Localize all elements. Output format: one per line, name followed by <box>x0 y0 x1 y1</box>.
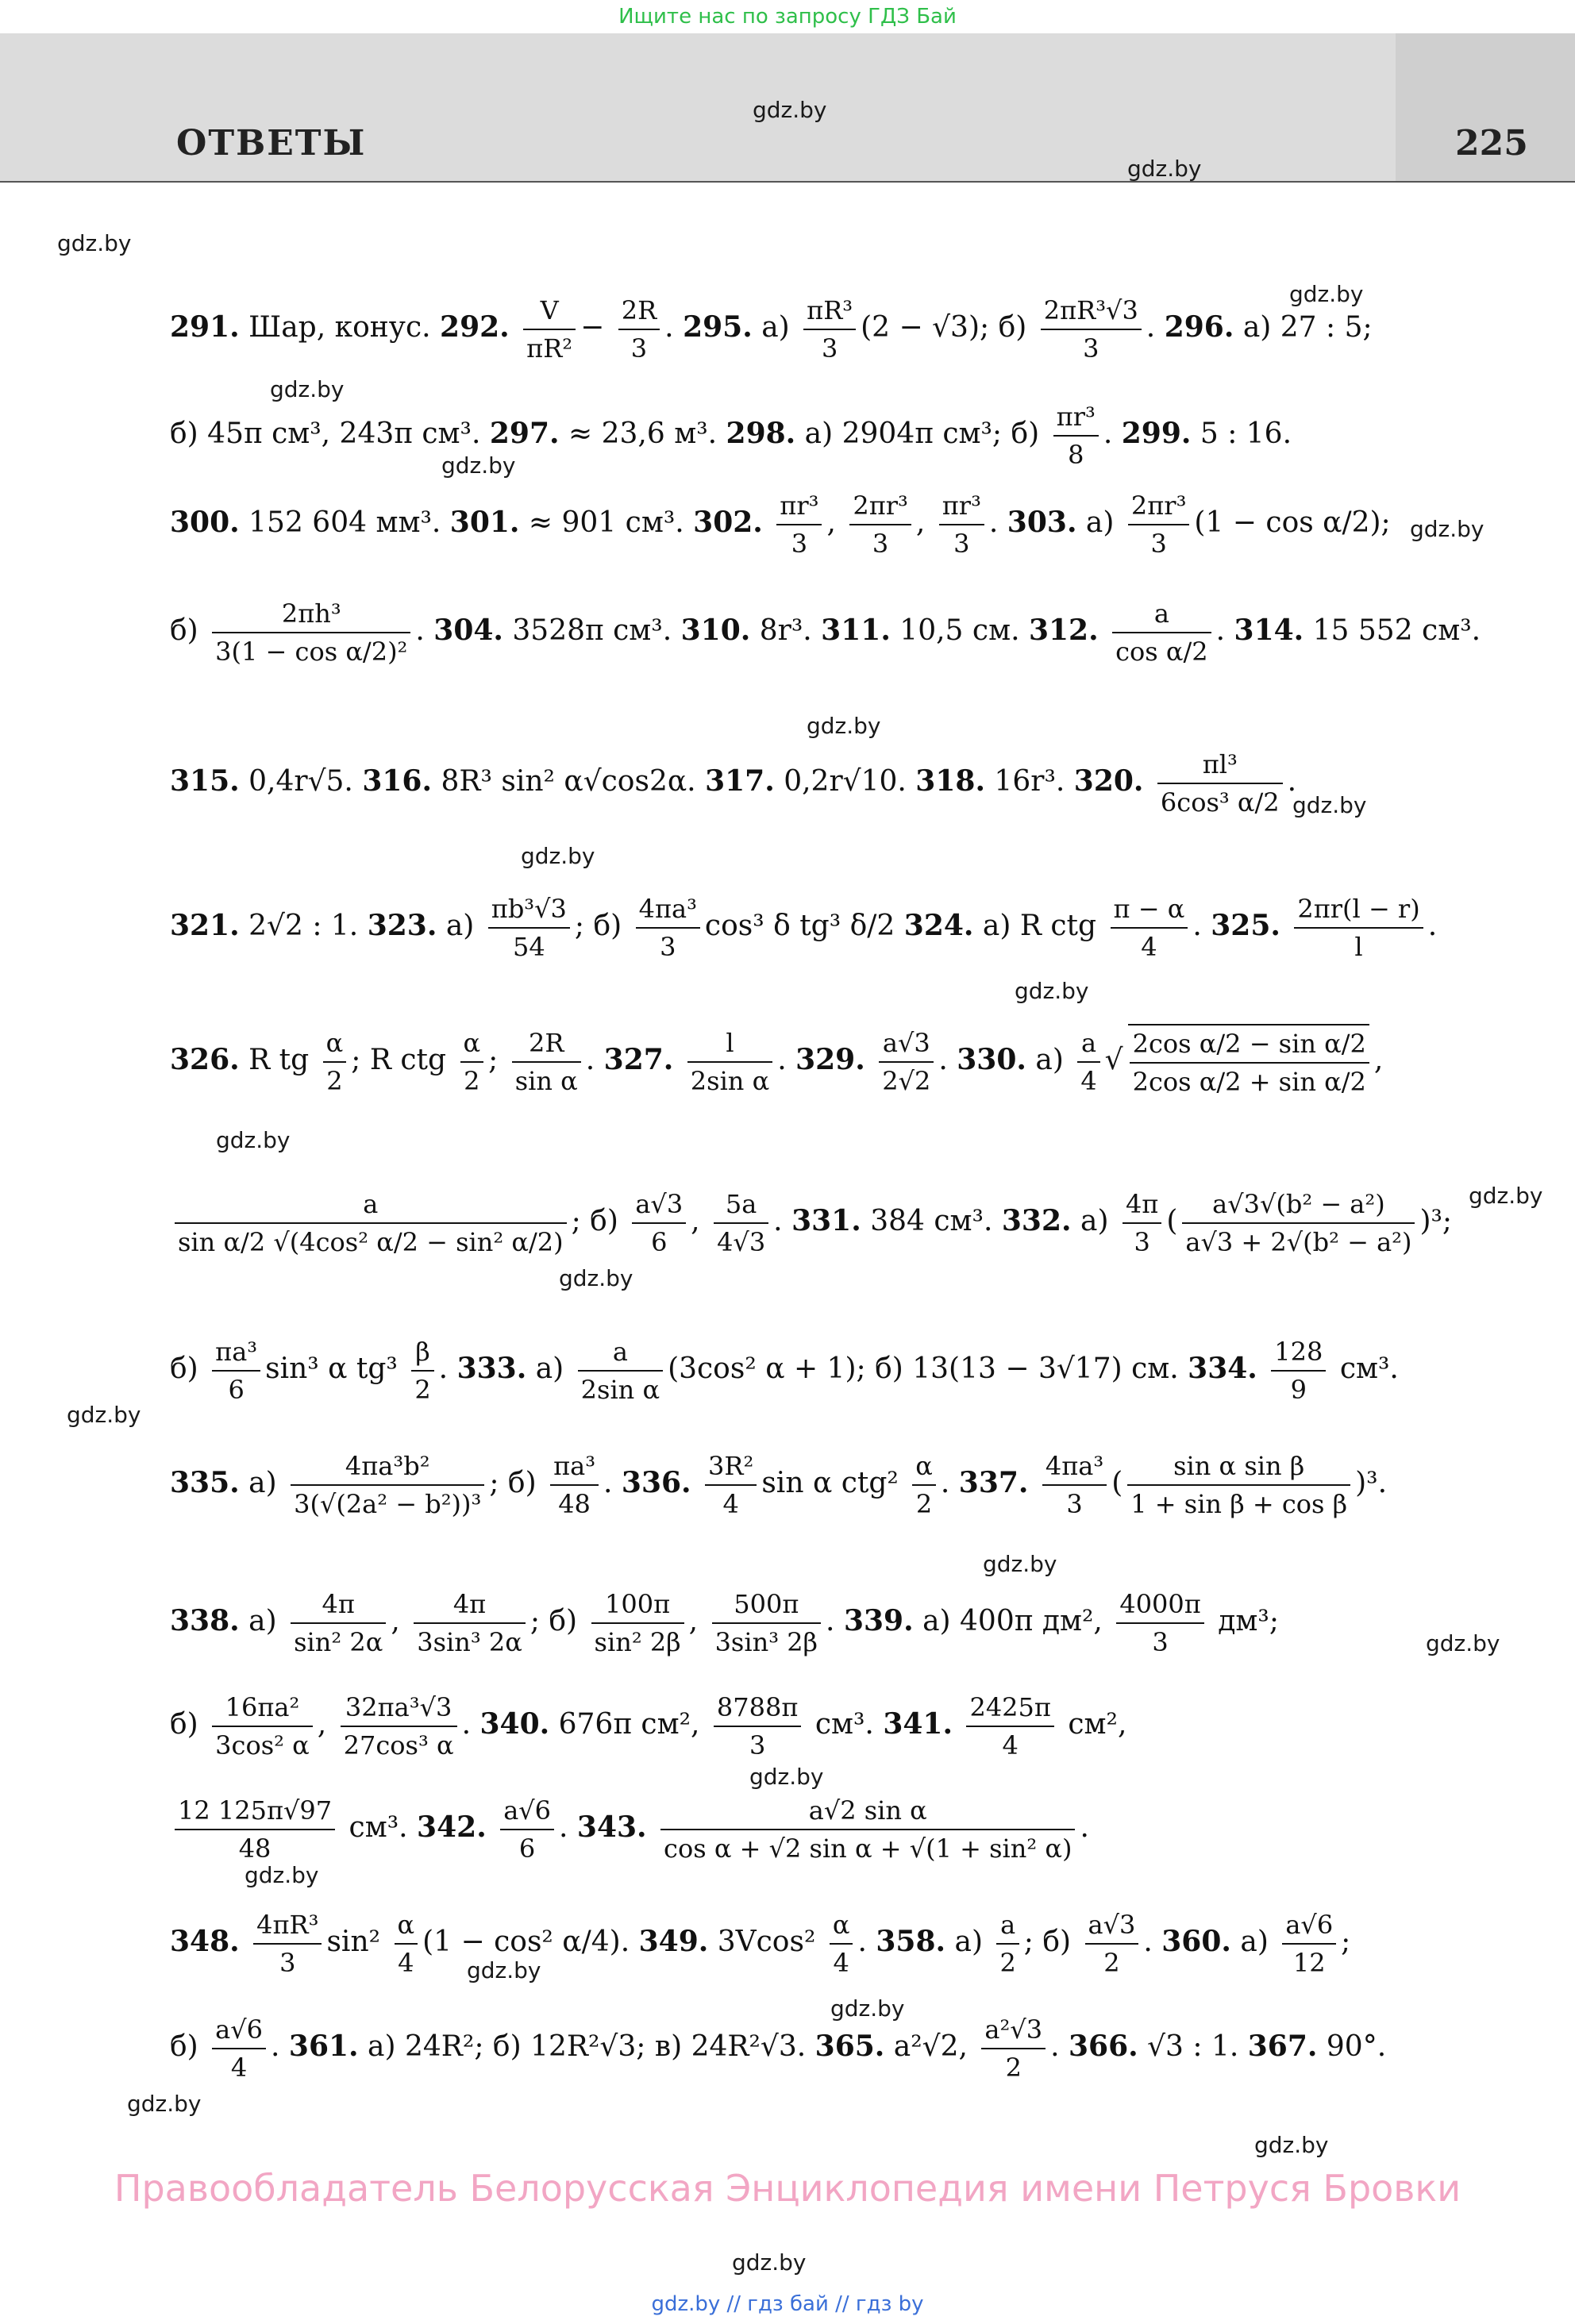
watermark: gdz.by <box>245 1862 319 1888</box>
watermark: gdz.by <box>127 2091 202 2117</box>
fraction: $\frac{\text{a²√3}}{2}$ <box>981 2011 1046 2086</box>
answer-line-12: б) $\frac{\text{16πa²}}{\text{3cos² α}}$ , $\frac{\text{32πa³√3}}{\text{27cos³ α}}$ . 340. 676π см², $\frac{8788\pi}{3}$ см³. 341. $\frac{2425\pi}{4}$ см², <box>170 1689 1126 1764</box>
watermark: gdz.by <box>1410 516 1485 542</box>
answer-line-11: 338. а) $\frac{4\pi}{\text{sin² 2α}}$ , $\frac{4\pi}{\text{3sin³ 2α}}$ ; б) $\frac{100\pi}{\text{sin² 2β}}$ , $\frac{500\pi}{\text{3sin³ 2β}}$ . 339. а) 400π дм², $\frac{4000\pi}{3}$ дм³; <box>170 1586 1279 1660</box>
top-banner[interactable]: Ищите нас по запросу ГДЗ Бай <box>618 5 957 29</box>
fraction: $\frac{\alpha}{2}$ <box>912 1448 936 1522</box>
watermark: gdz.by <box>1289 281 1364 307</box>
answer-line-6: 321. 2√2 : 1. 323. а) $\frac{\text{πb³√3}}{54}$ ; б) $\frac{\text{4πa³}}{3}$ cos³ δ tg³ δ/2 324. а) R ctg $\frac{\pi - \alpha}{4}$ . 325. $\frac{2\pi r(l - r)}{l}$ . <box>170 891 1437 965</box>
fraction: $\frac{a}{2}$ <box>996 1907 1019 1981</box>
watermark: gdz.by <box>57 230 132 256</box>
fraction: $\frac{500\pi}{\text{3sin³ 2β}}$ <box>712 1586 821 1660</box>
fraction: $\frac{100\pi}{\text{sin² 2β}}$ <box>591 1586 684 1660</box>
fraction: $\frac{\text{2cos α/2 − sin α/2}}{\text{2cos α/2 + sin α/2}}$ <box>1128 1024 1369 1100</box>
watermark: gdz.by <box>1469 1183 1543 1209</box>
watermark: gdz.by <box>1292 792 1367 818</box>
fraction: $\frac{\text{πr³}}{3}$ <box>939 487 984 562</box>
fraction: $\frac{\alpha}{4}$ <box>830 1907 853 1981</box>
fraction: $\frac{\pi - \alpha}{4}$ <box>1111 891 1188 965</box>
fraction: $\frac{\text{2πr³}}{3}$ <box>849 487 911 562</box>
watermark: gdz.by <box>521 843 595 869</box>
answer-line-10: 335. а) $\frac{\text{4πa³b²}}{\text{3(√(2a² − b²))³}}$ ; б) $\frac{\text{πa³}}{48}$ . 336. $\frac{\text{3R²}}{4}$ sin α ctg² $\frac{\alpha}{2}$ . 337. $\frac{\text{4πa³}}{3}$ ( $\frac{\text{sin α sin β}}{\text{1 + sin β + cos β}}$ )³. <box>170 1448 1387 1522</box>
fraction: $\frac{\text{πr³}}{3}$ <box>776 487 822 562</box>
answer-line-14: 348. $\frac{\text{4πR³}}{3}$ sin² $\frac{\alpha}{4}$ (1 − cos² α/4). 349. 3Vcos² $\frac{\alpha}{4}$ . 358. а) $\frac{a}{2}$ ; б) $\frac{a√3}{2}$ . 360. а) $\frac{a√6}{12}$ ; <box>170 1907 1350 1981</box>
watermark: gdz.by <box>983 1551 1057 1577</box>
watermark: gdz.by <box>270 376 345 402</box>
fraction: $\frac{4\pi}{\text{sin² 2α}}$ <box>291 1586 386 1660</box>
watermark: gdz.by <box>749 1764 824 1790</box>
watermark: gdz.by <box>1254 2132 1329 2158</box>
fraction: $\frac{a√3}{2}$ <box>1085 1907 1139 1981</box>
fraction: $\frac{2R}{3}$ <box>618 292 660 367</box>
footer-links[interactable]: gdz.by // гдз бай // гдз by <box>651 2292 924 2316</box>
fraction: $\frac{\alpha}{4}$ <box>395 1907 418 1981</box>
watermark: gdz.by <box>753 97 827 123</box>
fraction: $\frac{\text{32πa³√3}}{\text{27cos³ α}}$ <box>341 1689 457 1764</box>
fraction: $\frac{a}{\text{cos α/2}}$ <box>1112 595 1211 670</box>
page-number: 225 <box>1455 123 1528 164</box>
fraction: $\frac{\text{πl³}}{\text{6cos³ α/2}}$ <box>1157 746 1283 821</box>
watermark: gdz.by <box>732 2249 807 2276</box>
answer-line-9: б) $\frac{\text{πa³}}{6}$ sin³ α tg³ $\frac{\beta}{2}$ . 333. а) $\frac{a}{\text{2sin α}}$ (3cos² α + 1); б) 13(13 − 3√17) см. 334. $\frac{128}{9}$ см³. <box>170 1333 1399 1408</box>
fraction: $\frac{a}{\text{sin α/2 √(4cos² α/2 − sin² α/2)}}$ <box>175 1186 567 1260</box>
fraction: $\frac{\text{πr³}}{8}$ <box>1053 398 1099 473</box>
fraction: $\frac{V}{\text{πR²}}$ <box>523 292 576 367</box>
fraction: $\frac{\text{2πh³}}{\text{3(1 − cos α/2)²}}$ <box>212 595 410 670</box>
fraction: $\frac{128}{9}$ <box>1271 1333 1326 1408</box>
fraction: $\frac{\text{4πa³b²}}{\text{3(√(2a² − b²))³}}$ <box>291 1448 484 1522</box>
watermark: gdz.by <box>441 452 516 479</box>
fraction: $\frac{l}{\text{2sin α}}$ <box>687 1025 772 1099</box>
fraction: $\frac{2425\pi}{4}$ <box>966 1689 1053 1764</box>
watermark: gdz.by <box>67 1402 141 1428</box>
watermark: gdz.by <box>1426 1630 1500 1656</box>
answer-line-4: б) $\frac{\text{2πh³}}{\text{3(1 − cos α/2)²}}$ . 304. 3528π см³. 310. 8r³. 311. 10,5 см. 312. $\frac{a}{\text{cos α/2}}$ . 314. 15 552 см³. <box>170 595 1481 670</box>
fraction: $\frac{a}{\text{2sin α}}$ <box>578 1333 663 1408</box>
fraction: $\frac{\text{4πa³}}{3}$ <box>1042 1448 1107 1522</box>
fraction: $\frac{\alpha}{2}$ <box>323 1025 347 1099</box>
fraction: $\frac{\text{πR³}}{3}$ <box>803 292 856 367</box>
answer-line-3: 300. 152 604 мм³. 301. ≈ 901 см³. 302. $\frac{\text{πr³}}{3}$ , $\frac{\text{2πr³}}{3}$ , $\frac{\text{πr³}}{3}$ . 303. а) $\frac{\text{2πr³}}{3}$ (1 − cos α/2); <box>170 487 1391 562</box>
fraction: $\frac{\text{2πR³√3}}{3}$ <box>1041 292 1142 367</box>
fraction: $\frac{\text{πa³}}{48}$ <box>550 1448 599 1522</box>
fraction: $\frac{\text{πb³√3}}{54}$ <box>488 891 570 965</box>
answer-line-2: б) 45π см³, 243π см³. 297. ≈ 23,6 м³. 298. а) 2904π см³; б) $\frac{\text{πr³}}{8}$ . 299. 5 : 16. <box>170 398 1292 473</box>
answer-line-7: 326. R tg $\frac{\alpha}{2}$ ; R ctg $\frac{\alpha}{2}$ ; $\frac{2R}{\text{sin α}}$ . 327. $\frac{l}{\text{2sin α}}$ . 329. $\frac{a√3}{2√2}$ . 330. а) $\frac{a}{4}$ √ $\frac{\text{2cos α/2 − sin α/2}}{\text{2cos α/2 + sin α/2}}$ , <box>170 1024 1383 1100</box>
fraction: $\frac{2R}{\text{sin α}}$ <box>512 1025 581 1099</box>
answer-line-5: 315. 0,4r√5. 316. 8R³ sin² α√cos2α. 317. 0,2r√10. 318. 16r³. 320. $\frac{\text{πl³}}{\text{6cos³ α/2}}$ . <box>170 746 1296 821</box>
watermark: gdz.by <box>807 713 881 739</box>
fraction: $\frac{\beta}{2}$ <box>411 1333 433 1408</box>
section-title: ОТВЕТЫ <box>176 123 367 164</box>
watermark: gdz.by <box>1127 156 1202 182</box>
fraction: $\frac{12 125\pi√97}{48}$ <box>175 1792 335 1867</box>
fraction: $\frac{a√6}{4}$ <box>212 2011 266 2086</box>
answer-line-13: $\frac{12 125\pi√97}{48}$ см³. 342. $\frac{a√6}{6}$ . 343. $\frac{\text{a√2 sin α}}{\text{cos α + √2 sin α + √(1 + sin² α)}}$ . <box>170 1792 1089 1867</box>
watermark: gdz.by <box>559 1265 633 1291</box>
fraction: $\frac{\text{16πa²}}{\text{3cos² α}}$ <box>212 1689 313 1764</box>
fraction: $\frac{8788\pi}{3}$ <box>714 1689 801 1764</box>
fraction: $\frac{\text{a√3√(b² − a²)}}{\text{a√3 + 2√(b² − a²)}}$ <box>1182 1186 1415 1260</box>
watermark: gdz.by <box>216 1127 291 1153</box>
fraction: $\frac{a√6}{12}$ <box>1282 1907 1336 1981</box>
watermark: gdz.by <box>1015 978 1089 1004</box>
fraction: $\frac{\text{πa³}}{6}$ <box>212 1333 260 1408</box>
fraction: $\frac{\alpha}{2}$ <box>460 1025 484 1099</box>
fraction: $\frac{\text{2πr³}}{3}$ <box>1128 487 1190 562</box>
fraction: $\frac{\text{4πa³}}{3}$ <box>636 891 700 965</box>
fraction: $\frac{\text{3R²}}{4}$ <box>705 1448 757 1522</box>
fraction: $\frac{4000\pi}{3}$ <box>1116 1586 1203 1660</box>
fraction: $\frac{a}{4}$ <box>1077 1025 1099 1099</box>
fraction: $\frac{\text{4πR³}}{3}$ <box>253 1907 322 1981</box>
fraction: $\frac{5a}{4√3}$ <box>714 1186 768 1260</box>
copyright-notice: Правообладатель Белорусская Энциклопедия имени Петруся Бровки <box>114 2167 1461 2210</box>
fraction: $\frac{4\pi}{3}$ <box>1123 1186 1161 1260</box>
watermark: gdz.by <box>830 1995 905 2022</box>
fraction: $\frac{\text{sin α sin β}}{\text{1 + sin β + cos β}}$ <box>1127 1448 1350 1522</box>
fraction: $\frac{4\pi}{\text{3sin³ 2α}}$ <box>414 1586 526 1660</box>
answer-line-8: $\frac{a}{\text{sin α/2 √(4cos² α/2 − sin² α/2)}}$ ; б) $\frac{a√3}{6}$ , $\frac{5a}{4√3}$ . 331. 384 см³. 332. а) $\frac{4\pi}{3}$ ( $\frac{\text{a√3√(b² − a²)}}{\text{a√3 + 2√(b² − a²)}}$ )³; <box>170 1186 1452 1260</box>
answer-line-1: 291. Шар, конус. 292. $\frac{V}{\text{πR²}}$ − $\frac{2R}{3}$ . 295. а) $\frac{\text{πR³}}{3}$ (2 − √3); б) $\frac{\text{2πR³√3}}{3}$ . 296. а) 27 : 5; <box>170 292 1373 367</box>
fraction: $\frac{a√3}{2√2}$ <box>879 1025 934 1099</box>
fraction: $\frac{a√6}{6}$ <box>500 1792 554 1867</box>
watermark: gdz.by <box>467 1957 541 1983</box>
fraction: $\frac{a√3}{6}$ <box>632 1186 686 1260</box>
answer-line-15: б) $\frac{a√6}{4}$ . 361. а) 24R²; б) 12R²√3; в) 24R²√3. 365. a²√2, $\frac{\text{a²√3}}{2}$ . 366. √3 : 1. 367. 90°. <box>170 2011 1386 2086</box>
fraction: $\frac{2\pi r(l - r)}{l}$ <box>1294 891 1423 965</box>
fraction: $\frac{\text{a√2 sin α}}{\text{cos α + √2 sin α + √(1 + sin² α)}}$ <box>660 1792 1075 1867</box>
